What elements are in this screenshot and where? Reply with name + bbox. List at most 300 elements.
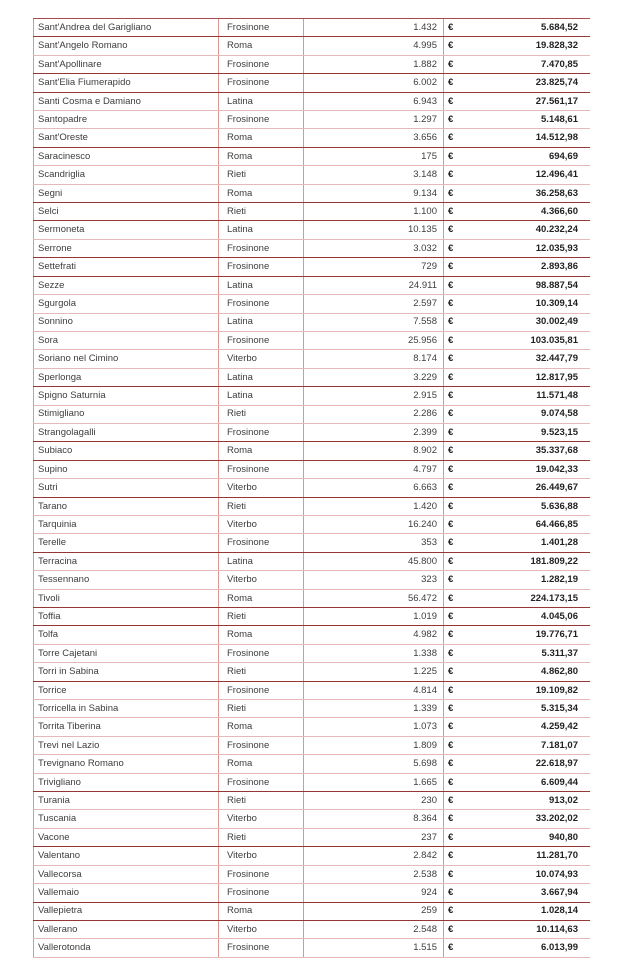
municipality-name: Sperlonga <box>38 371 82 383</box>
amount-value: 19.776,71 <box>535 629 578 641</box>
amount-cell <box>443 424 590 441</box>
amount-cell <box>443 700 590 717</box>
population-value: 9.134 <box>413 187 437 199</box>
table-row <box>33 442 590 460</box>
euro-symbol: € <box>448 426 454 438</box>
municipality-name: Santi Cosma e Damiano <box>38 95 141 107</box>
euro-symbol: € <box>448 463 454 475</box>
municipality-name: Sant'Apollinare <box>38 58 102 70</box>
euro-symbol: € <box>448 776 454 788</box>
municipality-name: Tessennano <box>38 574 90 586</box>
province-name: Frosinone <box>227 463 270 475</box>
municipality-name: Vallecorsa <box>38 868 82 880</box>
euro-symbol: € <box>448 40 454 52</box>
table-row <box>33 903 590 921</box>
province-name: Roma <box>227 758 253 770</box>
table-row <box>33 590 590 608</box>
table-row <box>33 424 590 442</box>
table-row <box>33 682 590 700</box>
population-value: 8.174 <box>413 353 437 365</box>
amount-value: 1.028,14 <box>541 905 578 917</box>
population-value: 8.364 <box>413 813 437 825</box>
euro-symbol: € <box>448 923 454 935</box>
province-name: Frosinone <box>227 242 270 254</box>
amount-cell <box>443 829 590 846</box>
population-value: 1.339 <box>413 702 437 714</box>
amount-value: 2.893,86 <box>541 261 578 273</box>
amount-cell <box>443 258 590 275</box>
population-value: 25.956 <box>407 334 437 346</box>
province-name: Frosinone <box>227 647 270 659</box>
province-name: Frosinone <box>227 298 270 310</box>
population-value: 729 <box>421 261 437 273</box>
municipality-name: Soriano nel Cimino <box>38 353 119 365</box>
municipality-name: Terracina <box>38 555 78 567</box>
amount-cell <box>443 921 590 938</box>
province-name: Roma <box>227 721 253 733</box>
province-name: Rieti <box>227 408 247 420</box>
population-value: 924 <box>421 887 437 899</box>
population-value: 7.558 <box>413 316 437 328</box>
euro-symbol: € <box>448 758 454 770</box>
euro-symbol: € <box>448 482 454 494</box>
amount-cell <box>443 903 590 920</box>
population-value: 4.814 <box>413 684 437 696</box>
table-row <box>33 516 590 534</box>
euro-symbol: € <box>448 58 454 70</box>
euro-symbol: € <box>448 555 454 567</box>
province-name: Roma <box>227 132 253 144</box>
municipality-name: Sant'Elia Fiumerapido <box>38 77 131 89</box>
province-name: Viterbo <box>227 518 257 530</box>
province-name: Frosinone <box>227 426 270 438</box>
euro-symbol: € <box>448 113 454 125</box>
euro-symbol: € <box>448 647 454 659</box>
table-row <box>33 755 590 773</box>
population-value: 259 <box>421 905 437 917</box>
amount-cell <box>443 240 590 257</box>
province-name: Viterbo <box>227 923 257 935</box>
table-row <box>33 792 590 810</box>
municipality-name: Trivigliano <box>38 776 81 788</box>
amount-cell <box>443 295 590 312</box>
table-row <box>33 645 590 663</box>
amount-cell <box>443 387 590 404</box>
population-value: 4.797 <box>413 463 437 475</box>
euro-symbol: € <box>448 942 454 954</box>
amount-cell <box>443 350 590 367</box>
population-value: 56.472 <box>407 592 437 604</box>
population-value: 10.135 <box>407 224 437 236</box>
municipality-name: Tarano <box>38 500 68 512</box>
population-value: 6.943 <box>413 95 437 107</box>
amount-cell <box>443 442 590 459</box>
province-name: Frosinone <box>227 334 270 346</box>
amount-cell <box>443 406 590 423</box>
euro-symbol: € <box>448 905 454 917</box>
municipality-name: Vacone <box>38 831 70 843</box>
table-row <box>33 332 590 350</box>
table-row <box>33 461 590 479</box>
province-name: Frosinone <box>227 739 270 751</box>
amount-cell <box>443 939 590 956</box>
amount-value: 33.202,02 <box>535 813 578 825</box>
municipality-name: Vallemaio <box>38 887 80 899</box>
euro-symbol: € <box>448 150 454 162</box>
municipality-name: Vallepietra <box>38 905 83 917</box>
municipality-name: Settefrati <box>38 261 77 273</box>
amount-value: 19.828,32 <box>535 40 578 52</box>
amount-value: 98.887,54 <box>535 279 578 291</box>
amount-value: 64.466,85 <box>535 518 578 530</box>
amount-value: 4.366,60 <box>541 206 578 218</box>
euro-symbol: € <box>448 353 454 365</box>
table-row <box>33 626 590 644</box>
amount-cell <box>443 166 590 183</box>
table-row <box>33 369 590 387</box>
table-row <box>33 19 590 37</box>
province-name: Roma <box>227 187 253 199</box>
table-row <box>33 700 590 718</box>
amount-value: 4.045,06 <box>541 610 578 622</box>
amount-value: 6.609,44 <box>541 776 578 788</box>
amount-value: 23.825,74 <box>535 77 578 89</box>
euro-symbol: € <box>448 77 454 89</box>
table-row <box>33 939 590 957</box>
province-name: Viterbo <box>227 353 257 365</box>
euro-symbol: € <box>448 666 454 678</box>
table-row <box>33 553 590 571</box>
amount-value: 12.035,93 <box>535 242 578 254</box>
amount-cell <box>443 847 590 864</box>
amount-cell <box>443 792 590 809</box>
population-value: 1.420 <box>413 500 437 512</box>
population-value: 3.229 <box>413 371 437 383</box>
municipality-name: Strangolagalli <box>38 426 96 438</box>
table-row <box>33 129 590 147</box>
table-row <box>33 111 590 129</box>
population-value: 3.656 <box>413 132 437 144</box>
province-name: Latina <box>227 371 253 383</box>
amount-cell <box>443 810 590 827</box>
municipality-name: Trevignano Romano <box>38 758 124 770</box>
population-value: 8.902 <box>413 445 437 457</box>
municipality-name: Torricella in Sabina <box>38 702 119 714</box>
province-name: Latina <box>227 390 253 402</box>
municipality-name: Serrone <box>38 242 72 254</box>
population-value: 1.338 <box>413 647 437 659</box>
table-row <box>33 56 590 74</box>
amount-cell <box>443 866 590 883</box>
amount-value: 5.148,61 <box>541 113 578 125</box>
amount-cell <box>443 718 590 735</box>
amount-value: 19.109,82 <box>535 684 578 696</box>
population-value: 1.019 <box>413 610 437 622</box>
province-name: Latina <box>227 279 253 291</box>
population-value: 3.148 <box>413 169 437 181</box>
municipality-name: Torre Cajetani <box>38 647 98 659</box>
amount-cell <box>443 682 590 699</box>
table-row <box>33 829 590 847</box>
amount-value: 7.470,85 <box>541 58 578 70</box>
euro-symbol: € <box>448 574 454 586</box>
table-row <box>33 884 590 902</box>
table-row <box>33 74 590 92</box>
population-value: 45.800 <box>407 555 437 567</box>
province-name: Frosinone <box>227 77 270 89</box>
euro-symbol: € <box>448 132 454 144</box>
table-row <box>33 350 590 368</box>
amount-cell <box>443 590 590 607</box>
amount-value: 11.281,70 <box>536 850 578 862</box>
municipality-name: Saracinesco <box>38 150 91 162</box>
province-name: Rieti <box>227 610 247 622</box>
table-row <box>33 718 590 736</box>
amount-value: 7.181,07 <box>541 739 578 751</box>
euro-symbol: € <box>448 739 454 751</box>
amount-value: 35.337,68 <box>535 445 578 457</box>
amount-value: 181.809,22 <box>530 555 578 567</box>
population-value: 353 <box>421 537 437 549</box>
province-name: Rieti <box>227 831 247 843</box>
euro-symbol: € <box>448 371 454 383</box>
amount-value: 9.074,58 <box>541 408 578 420</box>
province-name: Frosinone <box>227 537 270 549</box>
municipality-funding-table <box>33 18 590 958</box>
amount-value: 9.523,15 <box>541 426 578 438</box>
amount-cell <box>443 461 590 478</box>
table-row <box>33 608 590 626</box>
euro-symbol: € <box>448 537 454 549</box>
table-row <box>33 203 590 221</box>
amount-value: 913,02 <box>548 795 578 807</box>
amount-cell <box>443 332 590 349</box>
amount-value: 22.618,97 <box>535 758 578 770</box>
province-name: Rieti <box>227 702 247 714</box>
table-row <box>33 921 590 939</box>
province-name: Latina <box>227 224 253 236</box>
province-name: Frosinone <box>227 868 270 880</box>
amount-value: 27.561,17 <box>535 95 578 107</box>
municipality-name: Valentano <box>38 850 81 862</box>
municipality-name: Spigno Saturnia <box>38 390 106 402</box>
province-name: Latina <box>227 316 253 328</box>
euro-symbol: € <box>448 868 454 880</box>
municipality-name: Selci <box>38 206 59 218</box>
population-value: 2.399 <box>413 426 437 438</box>
euro-symbol: € <box>448 169 454 181</box>
amount-value: 19.042,33 <box>535 463 578 475</box>
amount-cell <box>443 221 590 238</box>
euro-symbol: € <box>448 518 454 530</box>
table-row <box>33 663 590 681</box>
amount-value: 36.258,63 <box>535 187 578 199</box>
population-value: 1.225 <box>413 666 437 678</box>
amount-cell <box>443 74 590 91</box>
table-row <box>33 221 590 239</box>
amount-cell <box>443 19 590 36</box>
municipality-name: Vallerano <box>38 923 78 935</box>
amount-value: 694,69 <box>548 150 578 162</box>
euro-symbol: € <box>448 408 454 420</box>
province-name: Roma <box>227 629 253 641</box>
population-value: 2.538 <box>413 868 437 880</box>
province-name: Roma <box>227 905 253 917</box>
province-name: Latina <box>227 555 253 567</box>
municipality-name: Sezze <box>38 279 65 291</box>
euro-symbol: € <box>448 795 454 807</box>
province-name: Rieti <box>227 795 247 807</box>
table-row <box>33 498 590 516</box>
amount-value: 10.074,93 <box>535 868 578 880</box>
population-value: 230 <box>421 795 437 807</box>
population-value: 2.915 <box>413 390 437 402</box>
municipality-name: Torrice <box>38 684 67 696</box>
table-row <box>33 148 590 166</box>
table-row <box>33 406 590 424</box>
amount-value: 5.636,88 <box>541 500 578 512</box>
amount-value: 26.449,67 <box>535 482 578 494</box>
euro-symbol: € <box>448 242 454 254</box>
table-row <box>33 185 590 203</box>
table-row <box>33 258 590 276</box>
table-row <box>33 810 590 828</box>
municipality-name: Sgurgola <box>38 298 77 310</box>
population-value: 237 <box>421 831 437 843</box>
table-row <box>33 37 590 55</box>
amount-cell <box>443 755 590 772</box>
population-value: 175 <box>421 150 437 162</box>
population-value: 1.515 <box>413 942 437 954</box>
amount-value: 940,80 <box>548 831 578 843</box>
euro-symbol: € <box>448 279 454 291</box>
municipality-name: Vallerotonda <box>38 942 91 954</box>
amount-cell <box>443 534 590 551</box>
population-value: 323 <box>421 574 437 586</box>
amount-cell <box>443 277 590 294</box>
population-value: 2.286 <box>413 408 437 420</box>
table-row <box>33 737 590 755</box>
euro-symbol: € <box>448 21 454 33</box>
amount-cell <box>443 498 590 515</box>
population-value: 1.100 <box>413 206 437 218</box>
population-value: 6.663 <box>413 482 437 494</box>
amount-cell <box>443 645 590 662</box>
euro-symbol: € <box>448 629 454 641</box>
province-name: Latina <box>227 95 253 107</box>
amount-value: 4.862,80 <box>541 666 578 678</box>
table-row <box>33 387 590 405</box>
municipality-name: Sora <box>38 334 59 346</box>
amount-value: 1.282,19 <box>541 574 578 586</box>
municipality-name: Stimigliano <box>38 408 85 420</box>
euro-symbol: € <box>448 831 454 843</box>
population-value: 1.665 <box>413 776 437 788</box>
amount-value: 5.311,37 <box>541 647 578 659</box>
euro-symbol: € <box>448 721 454 733</box>
municipality-name: Tarquinia <box>38 518 77 530</box>
euro-symbol: € <box>448 95 454 107</box>
euro-symbol: € <box>448 206 454 218</box>
population-value: 1.432 <box>413 21 437 33</box>
euro-symbol: € <box>448 334 454 346</box>
amount-cell <box>443 774 590 791</box>
population-value: 1.073 <box>413 721 437 733</box>
municipality-name: Sant'Oreste <box>38 132 88 144</box>
table-row <box>33 166 590 184</box>
population-value: 4.995 <box>413 40 437 52</box>
municipality-name: Santopadre <box>38 113 88 125</box>
euro-symbol: € <box>448 610 454 622</box>
province-name: Rieti <box>227 169 247 181</box>
table-row <box>33 866 590 884</box>
table-row <box>33 93 590 111</box>
table-row <box>33 479 590 497</box>
amount-cell <box>443 56 590 73</box>
amount-value: 5.315,34 <box>541 702 578 714</box>
amount-value: 10.114,63 <box>536 923 578 935</box>
population-value: 1.809 <box>413 739 437 751</box>
province-name: Viterbo <box>227 482 257 494</box>
province-name: Frosinone <box>227 113 270 125</box>
municipality-name: Sermoneta <box>38 224 85 236</box>
province-name: Frosinone <box>227 58 270 70</box>
amount-value: 14.512,98 <box>535 132 578 144</box>
municipality-name: Sant'Andrea del Garigliano <box>38 21 152 33</box>
amount-cell <box>443 884 590 901</box>
euro-symbol: € <box>448 298 454 310</box>
population-value: 3.032 <box>413 242 437 254</box>
population-value: 2.842 <box>413 850 437 862</box>
euro-symbol: € <box>448 261 454 273</box>
amount-value: 103.035,81 <box>530 334 578 346</box>
table-row <box>33 314 590 332</box>
municipality-name: Scandriglia <box>38 169 85 181</box>
province-name: Roma <box>227 445 253 457</box>
euro-symbol: € <box>448 445 454 457</box>
amount-value: 224.173,15 <box>530 592 578 604</box>
population-value: 1.297 <box>413 113 437 125</box>
population-value: 4.982 <box>413 629 437 641</box>
municipality-name: Supino <box>38 463 68 475</box>
table-row <box>33 295 590 313</box>
euro-symbol: € <box>448 187 454 199</box>
amount-value: 1.401,28 <box>541 537 578 549</box>
amount-value: 11.571,48 <box>536 390 578 402</box>
amount-cell <box>443 314 590 331</box>
amount-cell <box>443 737 590 754</box>
province-name: Frosinone <box>227 21 270 33</box>
municipality-name: Segni <box>38 187 63 199</box>
municipality-name: Torri in Sabina <box>38 666 99 678</box>
province-name: Frosinone <box>227 261 270 273</box>
population-value: 5.698 <box>413 758 437 770</box>
amount-cell <box>443 626 590 643</box>
euro-symbol: € <box>448 500 454 512</box>
amount-cell <box>443 111 590 128</box>
amount-value: 10.309,14 <box>535 298 578 310</box>
euro-symbol: € <box>448 316 454 328</box>
province-name: Viterbo <box>227 574 257 586</box>
amount-cell <box>443 608 590 625</box>
amount-value: 3.667,94 <box>541 887 578 899</box>
amount-value: 12.496,41 <box>535 169 578 181</box>
euro-symbol: € <box>448 850 454 862</box>
amount-value: 6.013,99 <box>541 942 578 954</box>
province-name: Rieti <box>227 666 247 678</box>
province-name: Rieti <box>227 500 247 512</box>
amount-value: 4.259,42 <box>541 721 578 733</box>
